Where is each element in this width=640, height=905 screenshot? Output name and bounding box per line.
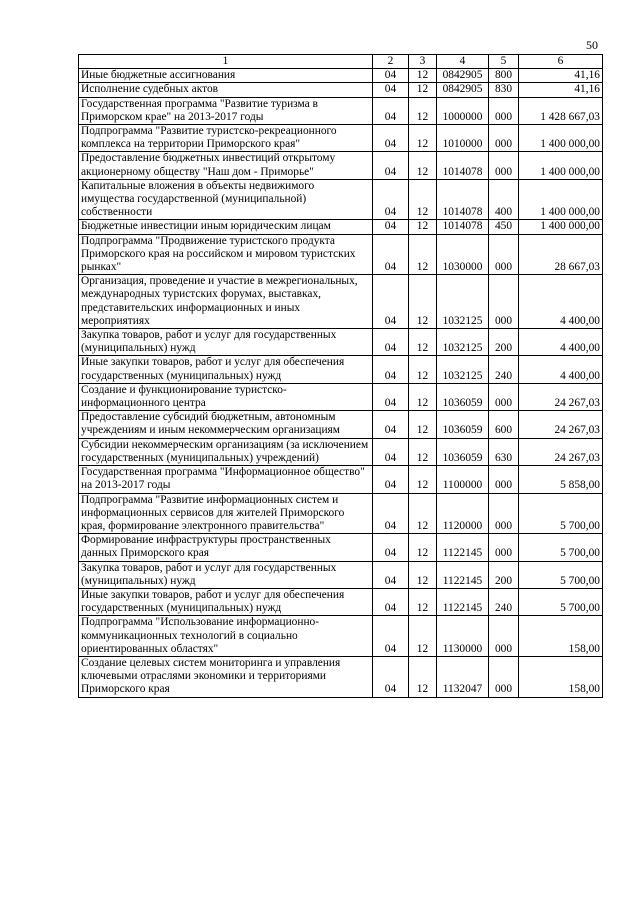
row-section-cell: 04 [373,97,409,124]
row-target-code-cell: 1014078 [437,220,489,234]
row-section-cell: 04 [373,179,409,220]
table-row [79,588,603,615]
row-target-code-cell: 1122145 [437,588,489,615]
row-name-cell: Закупка товаров, работ и услуг для государственных (муниципальных) нужд [79,561,373,588]
row-subsection-cell: 12 [409,220,437,234]
row-subsection-cell: 12 [409,493,437,534]
row-section-cell: 04 [373,125,409,152]
row-target-code-cell: 1100000 [437,466,489,493]
row-expense-type-cell: 450 [489,220,519,234]
row-amount-cell: 24 267,03 [519,383,603,410]
table-row [79,411,603,438]
row-amount-cell: 41,16 [519,69,603,83]
column-header-5: 5 [489,55,519,69]
page-number: 50 [586,38,598,52]
row-expense-type-cell: 000 [489,125,519,152]
row-amount-cell: 41,16 [519,83,603,97]
row-target-code-cell: 0842905 [437,83,489,97]
row-name-cell: Субсидии некоммерческим организациям (за исключением государственных (муниципальных) учреждений) [79,438,373,465]
row-subsection-cell: 12 [409,329,437,356]
row-target-code-cell: 1120000 [437,493,489,534]
row-expense-type-cell: 400 [489,179,519,220]
table-row [79,152,603,179]
row-target-code-cell: 1014078 [437,179,489,220]
row-amount-cell: 1 400 000,00 [519,179,603,220]
row-target-code-cell: 0842905 [437,69,489,83]
row-amount-cell: 158,00 [519,656,603,697]
row-expense-type-cell: 000 [489,152,519,179]
row-section-cell: 04 [373,616,409,657]
table-row [79,493,603,534]
table-row [79,383,603,410]
table-row [79,356,603,383]
row-expense-type-cell: 240 [489,588,519,615]
row-name-cell: Формирование инфраструктуры пространственных данных Приморского края [79,534,373,561]
row-section-cell: 04 [373,534,409,561]
row-target-code-cell: 1036059 [437,411,489,438]
table-row [79,329,603,356]
row-name-cell: Иные закупки товаров, работ и услуг для обеспечения государственных (муниципальных) нужд [79,588,373,615]
row-amount-cell: 5 700,00 [519,561,603,588]
row-target-code-cell: 1030000 [437,234,489,275]
table-row [79,125,603,152]
row-amount-cell: 4 400,00 [519,356,603,383]
row-section-cell: 04 [373,356,409,383]
row-subsection-cell: 12 [409,534,437,561]
table-row [79,69,603,83]
row-subsection-cell: 12 [409,411,437,438]
row-subsection-cell: 12 [409,275,437,329]
row-amount-cell: 158,00 [519,616,603,657]
row-expense-type-cell: 000 [489,616,519,657]
row-section-cell: 04 [373,466,409,493]
row-expense-type-cell: 800 [489,69,519,83]
row-subsection-cell: 12 [409,616,437,657]
column-header-3: 3 [409,55,437,69]
row-target-code-cell: 1014078 [437,152,489,179]
row-expense-type-cell: 000 [489,656,519,697]
row-name-cell: Бюджетные инвестиции иным юридическим лицам [79,220,373,234]
row-section-cell: 04 [373,561,409,588]
row-subsection-cell: 12 [409,83,437,97]
row-amount-cell: 28 667,03 [519,234,603,275]
table-row [79,466,603,493]
row-target-code-cell: 1032125 [437,356,489,383]
row-section-cell: 04 [373,656,409,697]
row-section-cell: 04 [373,493,409,534]
row-amount-cell: 4 400,00 [519,329,603,356]
table-row [79,83,603,97]
row-section-cell: 04 [373,329,409,356]
row-section-cell: 04 [373,69,409,83]
row-subsection-cell: 12 [409,383,437,410]
row-name-cell: Исполнение судебных актов [79,83,373,97]
row-name-cell: Государственная программа "Информационное общество" на 2013-2017 годы [79,466,373,493]
row-amount-cell: 1 428 667,03 [519,97,603,124]
row-subsection-cell: 12 [409,561,437,588]
row-subsection-cell: 12 [409,588,437,615]
row-amount-cell: 5 700,00 [519,534,603,561]
table-row [79,656,603,697]
row-amount-cell: 1 400 000,00 [519,220,603,234]
row-name-cell: Капитальные вложения в объекты недвижимого имущества государственной (муниципальной) собственности [79,179,373,220]
row-expense-type-cell: 000 [489,275,519,329]
row-target-code-cell: 1122145 [437,561,489,588]
row-subsection-cell: 12 [409,69,437,83]
row-target-code-cell: 1132047 [437,656,489,697]
row-target-code-cell: 1036059 [437,438,489,465]
row-expense-type-cell: 000 [489,97,519,124]
row-subsection-cell: 12 [409,438,437,465]
table-header-row [79,55,603,69]
row-expense-type-cell: 600 [489,411,519,438]
row-target-code-cell: 1032125 [437,329,489,356]
row-amount-cell: 5 700,00 [519,493,603,534]
row-subsection-cell: 12 [409,97,437,124]
row-target-code-cell: 1010000 [437,125,489,152]
row-name-cell: Подпрограмма "Развитие туристско-рекреационного комплекса на территории Приморского края" [79,125,373,152]
row-expense-type-cell: 200 [489,561,519,588]
row-amount-cell: 24 267,03 [519,411,603,438]
row-name-cell: Предоставление бюджетных инвестиций открытому акционерному обществу "Наш дом - Приморье" [79,152,373,179]
row-amount-cell: 5 700,00 [519,588,603,615]
row-name-cell: Подпрограмма "Использование информационно-коммуникационных технологий в социально ориентированных областях" [79,616,373,657]
row-expense-type-cell: 000 [489,234,519,275]
table-row [79,275,603,329]
row-name-cell: Подпрограмма "Продвижение туристского продукта Приморского края на российском и мировом туристских рынках" [79,234,373,275]
table-row [79,220,603,234]
row-name-cell: Предоставление субсидий бюджетным, автономным учреждениям и иным некоммерческим организациям [79,411,373,438]
row-target-code-cell: 1122145 [437,534,489,561]
budget-table [78,54,603,698]
row-section-cell: 04 [373,275,409,329]
row-subsection-cell: 12 [409,152,437,179]
row-target-code-cell: 1032125 [437,275,489,329]
row-section-cell: 04 [373,152,409,179]
table-row [79,561,603,588]
table-row [79,234,603,275]
row-name-cell: Организация, проведение и участие в межрегиональных, международных туристских форумах, выставках, представительских информационных и иных мероприятиях [79,275,373,329]
column-header-6: 6 [519,55,603,69]
table-row [79,97,603,124]
row-section-cell: 04 [373,438,409,465]
row-section-cell: 04 [373,383,409,410]
row-subsection-cell: 12 [409,466,437,493]
table-row [79,616,603,657]
row-name-cell: Государственная программа "Развитие туризма в Приморском крае" на 2013-2017 годы [79,97,373,124]
row-subsection-cell: 12 [409,125,437,152]
row-subsection-cell: 12 [409,656,437,697]
row-expense-type-cell: 240 [489,356,519,383]
row-name-cell: Закупка товаров, работ и услуг для государственных (муниципальных) нужд [79,329,373,356]
row-amount-cell: 24 267,03 [519,438,603,465]
row-name-cell: Создание целевых систем мониторинга и управления ключевыми отраслями экономики и территориями Приморского края [79,656,373,697]
row-section-cell: 04 [373,411,409,438]
row-name-cell: Создание и функционирование туристско-информационного центра [79,383,373,410]
table-row [79,534,603,561]
row-target-code-cell: 1130000 [437,616,489,657]
table-body [79,69,603,697]
row-subsection-cell: 12 [409,356,437,383]
row-subsection-cell: 12 [409,234,437,275]
row-amount-cell: 1 400 000,00 [519,125,603,152]
row-target-code-cell: 1000000 [437,97,489,124]
row-name-cell: Подпрограмма "Развитие информационных систем и информационных сервисов для жителей Приморского края, формирование электронного правительства" [79,493,373,534]
row-amount-cell: 4 400,00 [519,275,603,329]
row-section-cell: 04 [373,588,409,615]
table-row [79,438,603,465]
row-target-code-cell: 1036059 [437,383,489,410]
column-header-4: 4 [437,55,489,69]
row-name-cell: Иные бюджетные ассигнования [79,69,373,83]
table-row [79,179,603,220]
row-expense-type-cell: 000 [489,383,519,410]
column-header-1: 1 [79,55,373,69]
row-expense-type-cell: 000 [489,493,519,534]
row-expense-type-cell: 000 [489,466,519,493]
row-section-cell: 04 [373,220,409,234]
column-header-2: 2 [373,55,409,69]
row-amount-cell: 5 858,00 [519,466,603,493]
row-expense-type-cell: 000 [489,534,519,561]
row-section-cell: 04 [373,83,409,97]
row-name-cell: Иные закупки товаров, работ и услуг для обеспечения государственных (муниципальных) нужд [79,356,373,383]
row-amount-cell: 1 400 000,00 [519,152,603,179]
row-subsection-cell: 12 [409,179,437,220]
row-expense-type-cell: 830 [489,83,519,97]
row-expense-type-cell: 630 [489,438,519,465]
row-section-cell: 04 [373,234,409,275]
row-expense-type-cell: 200 [489,329,519,356]
